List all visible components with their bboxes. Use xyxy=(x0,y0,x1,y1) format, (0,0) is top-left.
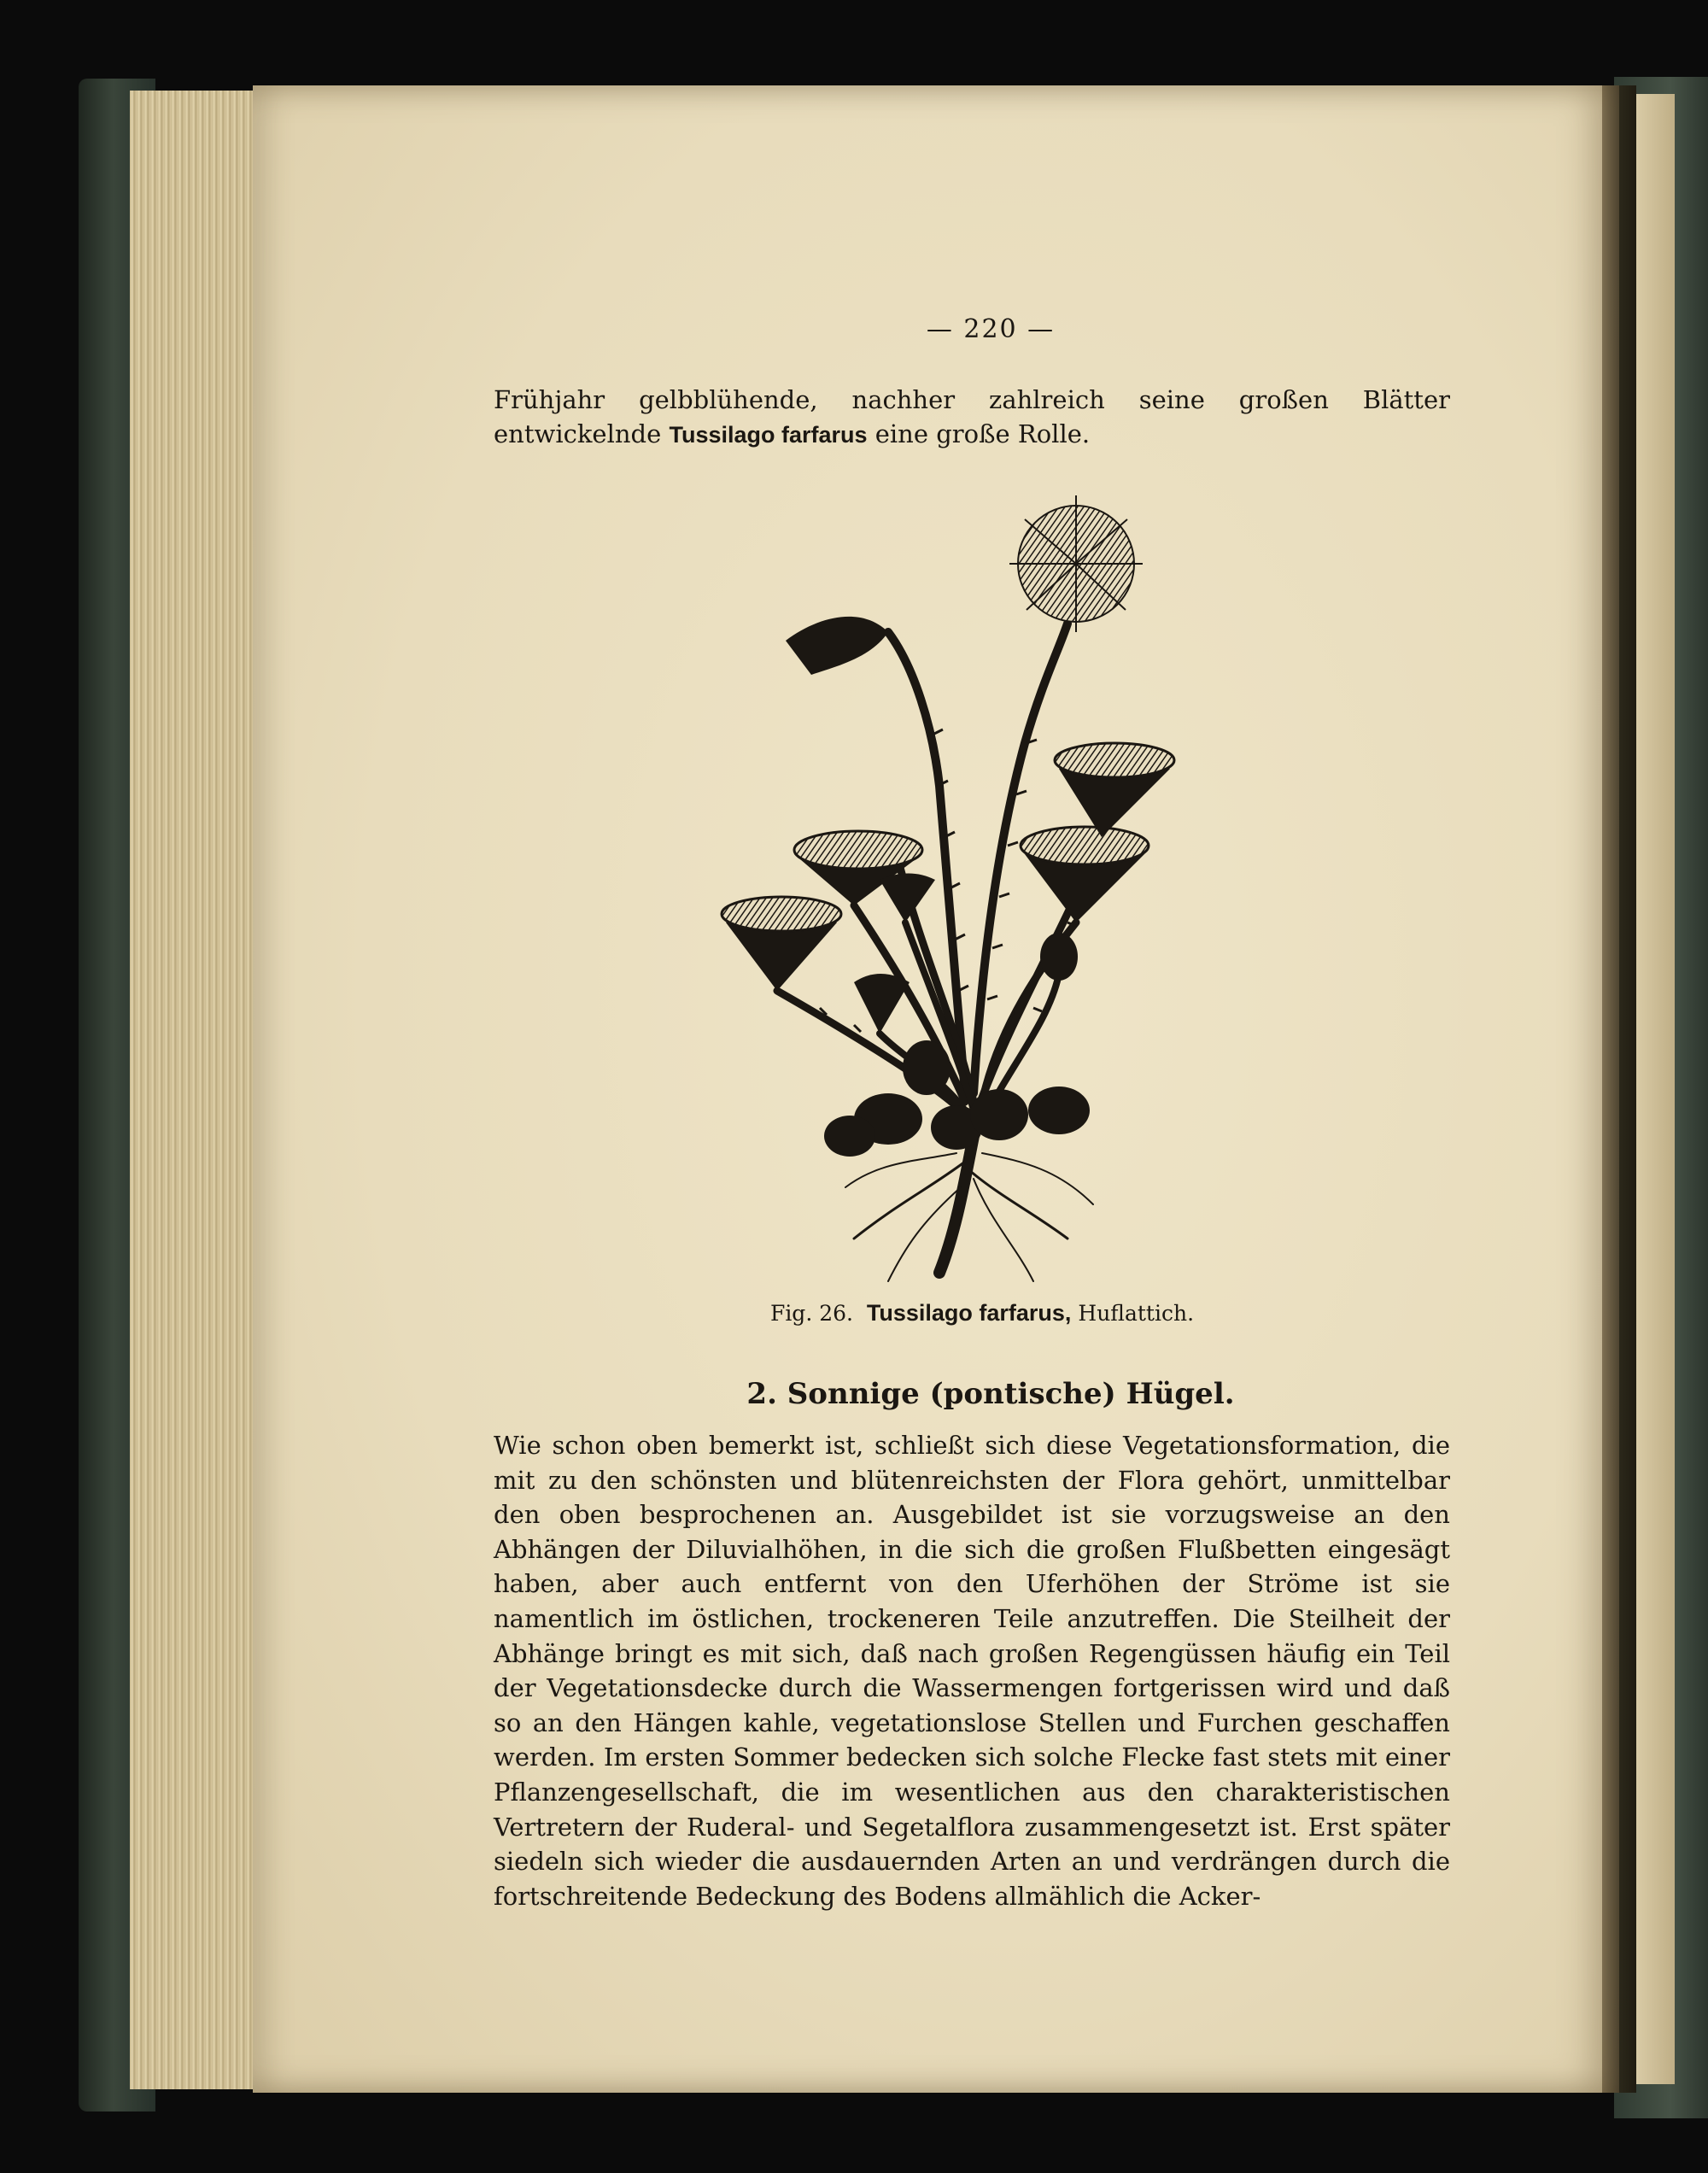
intro-paragraph xyxy=(494,383,1450,452)
caption-label: Fig. 26. xyxy=(769,1301,853,1326)
figure-caption xyxy=(743,1300,1221,1327)
seed-head xyxy=(1009,495,1143,632)
section-heading: 2. Sonnige (pontische) Hügel. xyxy=(746,1377,1235,1411)
book-gutter xyxy=(1602,85,1636,2093)
page-edges xyxy=(130,91,258,2089)
intro-text-before: Frühjahr gelbblühende, nachher zahlreich seine großen Blätter entwickelnde xyxy=(494,385,1450,448)
coltsfoot-illustration xyxy=(709,478,1238,1298)
caption-species: Tussilago farfarus, xyxy=(866,1300,1072,1326)
intro-text-after: eine große Rolle. xyxy=(867,419,1091,448)
page-number: — 220 — xyxy=(926,314,1056,344)
body-paragraph: Wie schon oben bemerkt ist, schließt sich diese Vegetationsformation, die mit zu den schönsten und blütenreichsten der Flora gehört, unmittelbar den oben besprochenen an. Ausgebildet ist sie vorzugsweise an den Abhängen der Diluvialhöhen, in die sich die großen Flußbetten eingesägt haben, aber auch entfernt von den Uferhöhen der Ströme ist sie namentlich im östlichen, trockeneren Teile anzutreffen. Die Steilheit der Abhänge bringt es mit sich, daß nach großen Regengüssen häufig ein Teil der Vegetationsdecke durch die Wassermengen fortgerissen wird und daß so an den Hängen kahle, vegetationslose Stellen und Furchen geschaffen werden. Im ersten Sommer bedecken sich solche Flecke fast stets mit einer Pflanzengesellschaft, die im wesentlichen aus den charakteristischen Vertretern der Ruderal- und Segetalflora zusammengesetzt ist. Erst später siedeln sich wieder die ausdauernden Arten an und verdrängen durch die fortschreitende Bedeckung des Bodens allmählich die Acker- xyxy=(494,1431,1450,1911)
facing-page-edge xyxy=(1636,94,1675,2084)
intro-species: Tussilago farfarus xyxy=(669,422,868,448)
caption-common-name: Huflattich. xyxy=(1078,1301,1195,1326)
